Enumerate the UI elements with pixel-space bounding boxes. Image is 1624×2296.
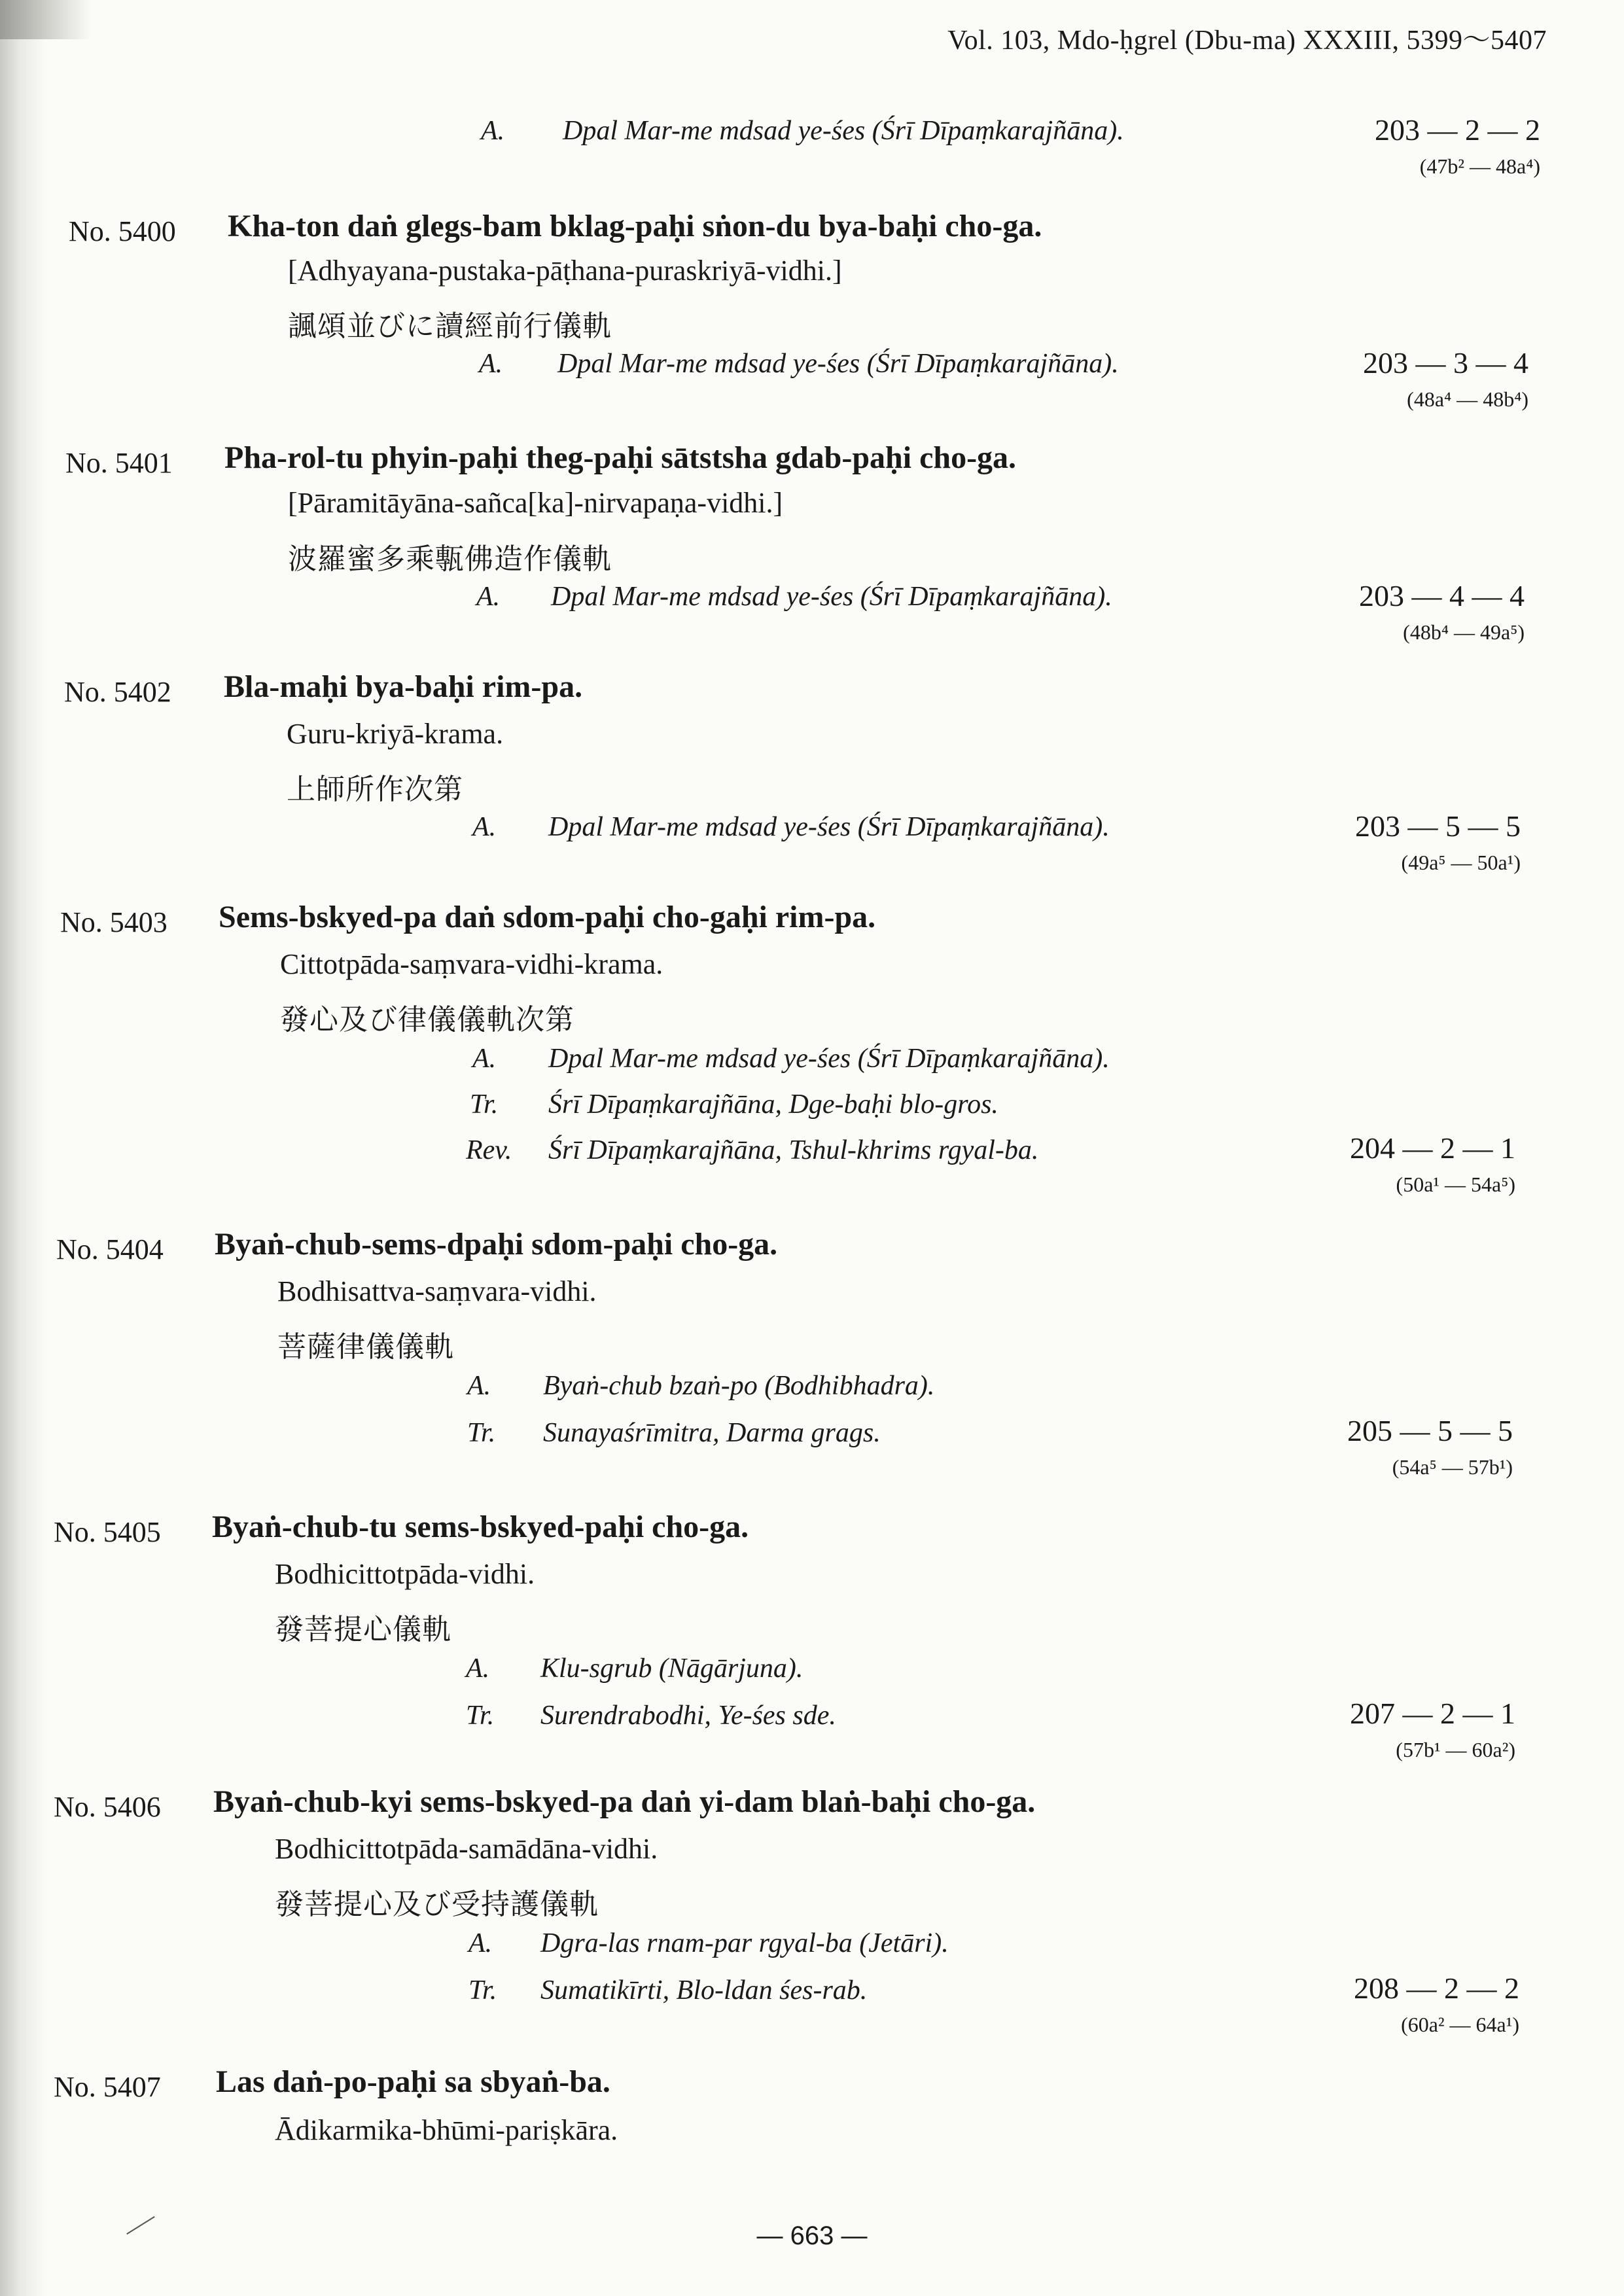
volume-reference: 203 — 2 — 2 [1375, 113, 1540, 147]
entry-chinese: 發菩提心儀軌 [275, 1613, 451, 1646]
author-name: Dpal Mar-me mdsad ye-śes (Śrī Dīpaṃkarajñāna). [548, 812, 1110, 842]
entry-title: Byaṅ-chub-sems-dpaḥi sdom-paḥi cho-ga. [215, 1227, 778, 1262]
author-role: A. [467, 1371, 491, 1401]
author-role: A. [481, 116, 505, 146]
volume-reference: 203 — 4 — 4 [1359, 579, 1525, 612]
entry-sanskrit: [Adhyayana-pustaka-pāṭhana-puraskriyā-vidhi.] [288, 255, 842, 287]
entry-number: No. 5400 [69, 215, 176, 247]
entry-chinese: 發心及び律儀儀軌次第 [280, 1003, 574, 1036]
entry-title: Pha-rol-tu phyin-paḥi theg-paḥi sātstsha gdab-paḥi cho-ga. [224, 440, 1017, 475]
entry-sanskrit: Bodhicittotpāda-samādāna-vidhi. [275, 1833, 658, 1865]
reviser-name: Śrī Dīpaṃkarajñāna, Tshul-khrims rgyal-ba. [548, 1135, 1039, 1165]
entry-sanskrit: Bodhicittotpāda-vidhi. [275, 1558, 535, 1590]
translator-role: Tr. [470, 1089, 499, 1120]
translator-name: Sunayaśrīmitra, Darma grags. [543, 1418, 881, 1448]
entry-number: No. 5407 [54, 2071, 161, 2103]
volume-reference: 203 — 5 — 5 [1355, 809, 1521, 843]
folio-range: (50a¹ — 54a⁵) [1396, 1173, 1515, 1196]
entry-number: No. 5403 [60, 906, 168, 938]
volume-reference: 207 — 2 — 1 [1350, 1697, 1515, 1730]
folio-range: (57b¹ — 60a²) [1396, 1738, 1515, 1761]
entry-title: Byaṅ-chub-tu sems-bskyed-paḥi cho-ga. [212, 1510, 749, 1544]
entry-number: No. 5406 [54, 1791, 161, 1823]
entry-chinese: 菩薩律儀儀軌 [277, 1330, 454, 1364]
volume-reference: 203 — 3 — 4 [1363, 346, 1528, 380]
author-name: Klu-sgrub (Nāgārjuna). [540, 1653, 803, 1684]
folio-range: (47b² — 48a⁴) [1419, 154, 1540, 178]
entry-number: No. 5402 [64, 676, 171, 708]
entry-title: Sems-bskyed-pa daṅ sdom-paḥi cho-gaḥi rim-pa. [219, 900, 876, 934]
translator-name: Sumatikīrti, Blo-ldan śes-rab. [540, 1975, 868, 2005]
author-name: Byaṅ-chub bzaṅ-po (Bodhibhadra). [543, 1371, 935, 1401]
entry-chinese: 諷頌並びに讀經前行儀軌 [288, 309, 612, 343]
folio-range: (48b⁴ — 49a⁵) [1403, 620, 1525, 644]
author-role: A. [472, 1044, 497, 1074]
entry-sanskrit: Ādikarmika-bhūmi-pariṣkāra. [275, 2114, 618, 2146]
entry-sanskrit: Cittotpāda-saṃvara-vidhi-krama. [280, 948, 663, 980]
volume-reference: 204 — 2 — 1 [1350, 1131, 1515, 1165]
running-head: Vol. 103, Mdo-ḥgrel (Dbu-ma) XXXIII, 5399～5407 [947, 26, 1547, 56]
entry-chinese: 發菩提心及び受持護儀軌 [275, 1888, 599, 1921]
author-name: Dpal Mar-me mdsad ye-śes (Śrī Dīpaṃkarajñāna). [557, 349, 1119, 379]
entry-chinese: 上師所作次第 [287, 773, 463, 806]
entry-number: No. 5405 [54, 1516, 161, 1548]
scanned-corner-shadow [0, 0, 92, 39]
entry-title: Byaṅ-chub-kyi sems-bskyed-pa daṅ yi-dam blaṅ-baḥi cho-ga. [213, 1784, 1036, 1819]
author-role: A. [479, 349, 503, 379]
entry-sanskrit: Bodhisattva-saṃvara-vidhi. [277, 1275, 597, 1307]
author-role: A. [466, 1653, 490, 1684]
volume-reference: 205 — 5 — 5 [1347, 1414, 1513, 1447]
translator-role: Tr. [466, 1701, 495, 1731]
translator-role: Tr. [467, 1418, 496, 1448]
folio-range: (60a² — 64a¹) [1401, 2013, 1519, 2036]
author-role: A. [476, 582, 501, 612]
translator-name: Śrī Dīpaṃkarajñāna, Dge-baḥi blo-gros. [548, 1089, 998, 1120]
entry-number: No. 5401 [65, 447, 173, 479]
author-name: Dpal Mar-me mdsad ye-śes (Śrī Dīpaṃkarajñāna). [551, 582, 1112, 612]
reviser-role: Rev. [466, 1135, 512, 1165]
scanned-page-edge [0, 0, 46, 2296]
translator-name: Surendrabodhi, Ye-śes sde. [540, 1701, 836, 1731]
author-role: A. [468, 1928, 493, 1958]
entry-sanskrit: [Pāramitāyāna-sañca[ka]-nirvapaṇa-vidhi.] [288, 487, 783, 519]
folio-range: (48a⁴ — 48b⁴) [1407, 387, 1528, 411]
author-name: Dpal Mar-me mdsad ye-śes (Śrī Dīpaṃkarajñāna). [563, 116, 1124, 146]
entry-title: Bla-maḥi bya-baḥi rim-pa. [224, 669, 583, 704]
entry-chinese: 波羅蜜多乘甎佛造作儀軌 [288, 542, 612, 576]
author-role: A. [472, 812, 497, 842]
page-number: — 663 — [756, 2221, 868, 2250]
author-name: Dgra-las rnam-par rgyal-ba (Jetāri). [540, 1928, 949, 1958]
folio-range: (54a⁵ — 57b¹) [1392, 1455, 1513, 1479]
folio-range: (49a⁵ — 50a¹) [1401, 851, 1521, 874]
entry-title: Las daṅ-po-paḥi sa sbyaṅ-ba. [216, 2064, 610, 2099]
author-name: Dpal Mar-me mdsad ye-śes (Śrī Dīpaṃkarajñāna). [548, 1044, 1110, 1074]
entry-title: Kha-ton daṅ glegs-bam bklag-paḥi sṅon-du bya-baḥi cho-ga. [228, 209, 1042, 243]
volume-reference: 208 — 2 — 2 [1354, 1971, 1519, 2005]
entry-number: No. 5404 [56, 1233, 164, 1265]
entry-sanskrit: Guru-kriyā-krama. [287, 718, 504, 750]
translator-role: Tr. [468, 1975, 497, 2005]
